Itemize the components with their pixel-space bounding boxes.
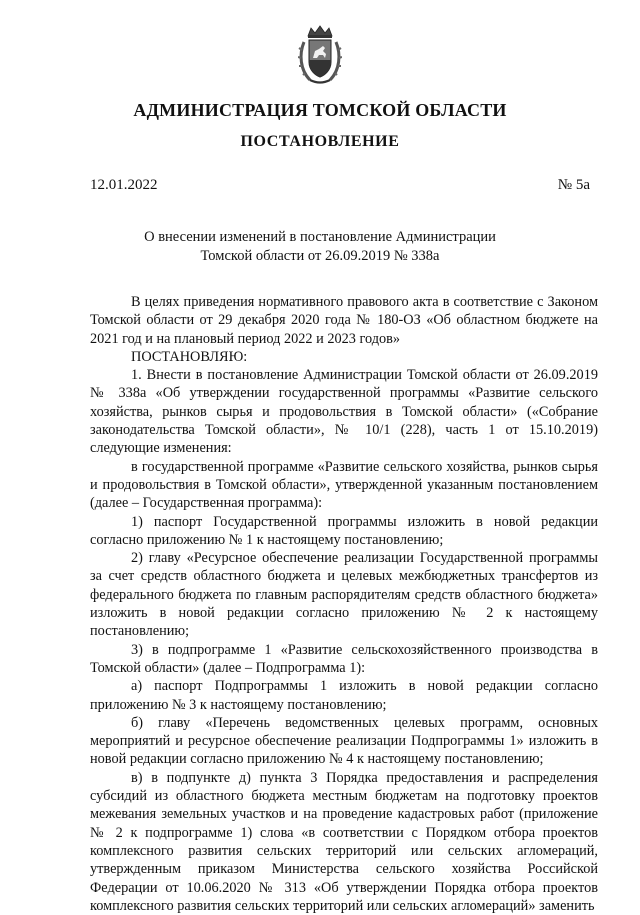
body-paragraph: 3) в подпрограмме 1 «Развитие сельскохозяйственного производства в Томской области» (далее – Подпрограмма 1): bbox=[90, 641, 598, 676]
body-paragraph: б) главу «Перечень ведомственных целевых программ, основных мероприятий и ресурсное обеспечение реализации Подпрограммы 1» изложить в новой редакции согласно приложению № 4 к настоящему постановлению; bbox=[90, 714, 598, 768]
body-paragraph: в государственной программе «Развитие сельского хозяйства, рынков сырья и продовольствия в Томской области», утвержденной указанным постановлением (далее – Государственная программа): bbox=[90, 458, 598, 512]
document-body bbox=[90, 293, 598, 915]
body-paragraph: 2) главу «Ресурсное обеспечение реализации Государственной программы за счет средств областного бюджета и целевых межбюджетных трансфертов из федерального бюджета по главным распорядителям средств областного бюджета» изложить в новой редакции согласно приложению № 2 к настоящему постановлению; bbox=[90, 550, 598, 640]
subject-line: Томской области от 26.09.2019 № 338а bbox=[200, 248, 440, 264]
body-paragraph: 1. Внести в постановление Администрации Томской области от 26.09.2019 № 338а «Об утверждении государственной программы «Развитие сельского хозяйства, рынков сырья и продовольствия в Томской области» («Собрание законодательства Томской области», № 10/1 (228), часть 1 от 15.10.2019) следующие изменения: bbox=[90, 367, 598, 457]
organization-title: АДМИНИСТРАЦИЯ ТОМСКОЙ ОБЛАСТИ bbox=[133, 100, 507, 120]
body-paragraph-resolve: ПОСТАНОВЛЯЮ: bbox=[131, 348, 248, 365]
coat-of-arms-icon bbox=[298, 24, 342, 86]
document-subject bbox=[140, 228, 500, 266]
document-date: 12.01.2022 bbox=[90, 177, 158, 193]
document-number: № 5а bbox=[557, 177, 590, 193]
subject-line: О внесении изменений в постановление Администрации bbox=[144, 229, 496, 245]
document-type-title: ПОСТАНОВЛЕНИЕ bbox=[240, 133, 400, 150]
body-paragraph: В целях приведения нормативного правового акта в соответствие с Законом Томской области от 29 декабря 2020 года № 180-ОЗ «Об областном бюджете на 2021 год и на плановый период 2022 и 2023 годов» bbox=[90, 294, 598, 347]
body-paragraph: 1) паспорт Государственной программы изложить в новой редакции согласно приложению № 1 к настоящему постановлению; bbox=[90, 513, 598, 548]
coat-of-arms-graphic bbox=[298, 24, 342, 86]
body-paragraph: а) паспорт Подпрограммы 1 изложить в новой редакции согласно приложению № 3 к настоящему постановлению; bbox=[90, 678, 598, 713]
body-paragraph: в) в подпункте д) пункта 3 Порядка предоставления и распределения субсидий из областного бюджета местным бюджетам на подготовку проектов межевания земельных участков и на проведение кадастровых работ (приложение № 2 к подпрограмме 1) слова «в соответствии с Порядком отбора проектов комплексного развития сельских территорий или сельских агломераций, утвержденным приказом Министерства сельского хозяйства Российской Федерации от 10.06.2020 № 313 «Об утверждении Порядка отбора проектов комплексного развития сельских территорий или сельских агломераций» заменить bbox=[90, 769, 598, 914]
